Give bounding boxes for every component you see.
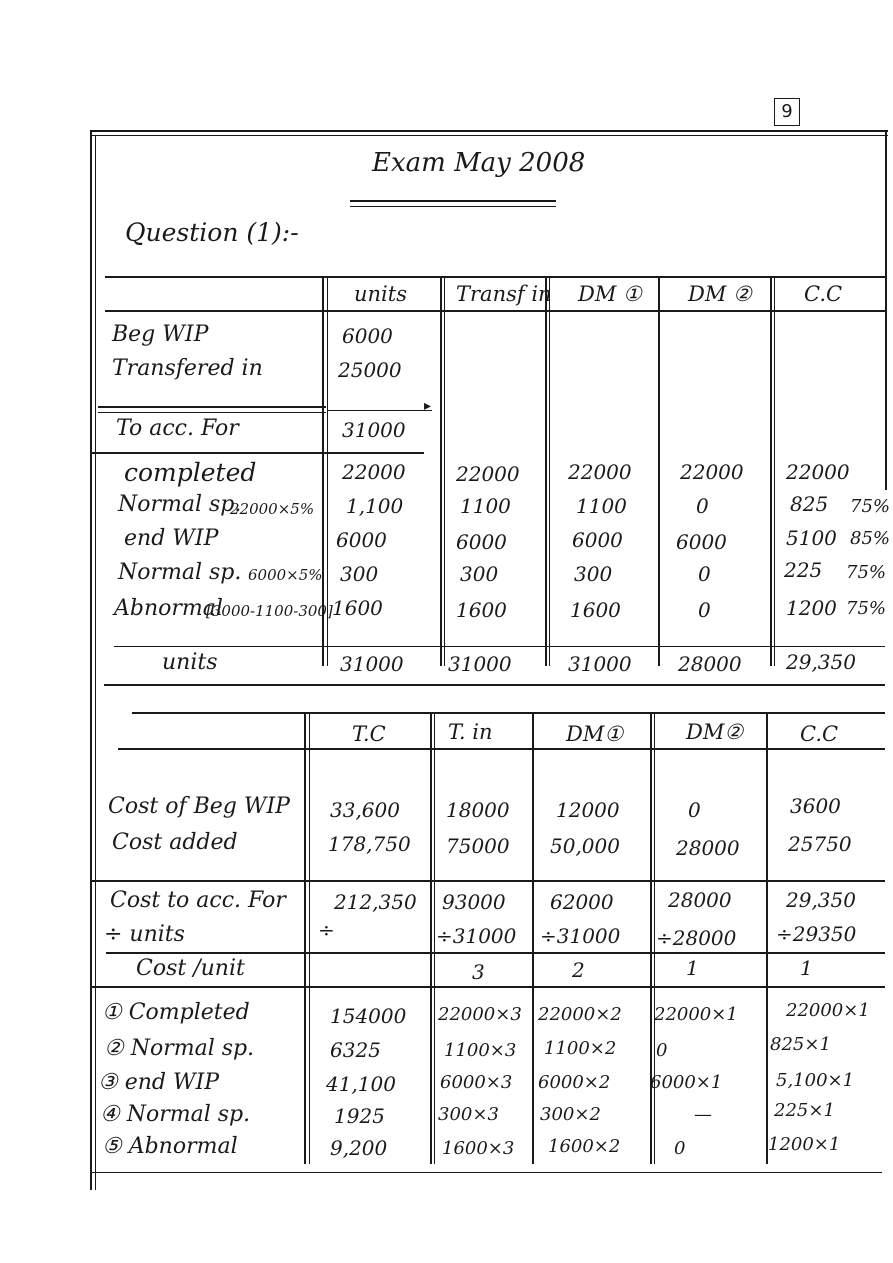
units-table-top-line xyxy=(105,276,885,278)
cell: 41,100 xyxy=(326,1072,396,1096)
tin-col-divider xyxy=(430,712,432,1164)
cell: 22000×3 xyxy=(438,1004,522,1025)
cell: 93000 xyxy=(442,890,506,914)
cell: 0 xyxy=(656,1040,668,1061)
cell: 0 xyxy=(688,798,701,822)
cell: — xyxy=(694,1104,712,1125)
normal-sp-label: Normal sp. xyxy=(118,560,242,585)
dm2-header: DM ② xyxy=(688,282,752,306)
cell: ÷31000 xyxy=(540,924,621,948)
normal-sp-note: 6000×5% xyxy=(248,566,323,584)
cell: 6000×1 xyxy=(650,1072,723,1093)
dm1c-col-divider xyxy=(532,712,534,1164)
cell: 1925 xyxy=(334,1104,385,1128)
cell: 29,350 xyxy=(786,650,856,674)
cost-to-acc-top-line xyxy=(92,880,885,882)
cell: 1100 xyxy=(576,494,627,518)
to-acc-bottom-line xyxy=(92,452,424,454)
to-acc-top-line-2 xyxy=(98,412,326,413)
tc-col-divider xyxy=(309,712,310,1164)
cell: 22000×1 xyxy=(786,1000,870,1021)
units-total-top-line xyxy=(114,646,885,647)
cell: 6000 xyxy=(456,530,507,554)
cell: 178,750 xyxy=(328,832,411,856)
cost-to-acc-label: Cost to acc. For xyxy=(110,888,286,913)
dm1-header: DM ① xyxy=(578,282,642,306)
alloc-label: ② Normal sp. xyxy=(104,1036,255,1061)
cell: 1 xyxy=(686,956,699,980)
cell: ÷29350 xyxy=(776,922,857,946)
page-number: 9 xyxy=(774,98,800,126)
cell: 31000 xyxy=(448,652,512,676)
cell: 28000 xyxy=(668,888,732,912)
cell: 62000 xyxy=(550,890,614,914)
cell: 2 xyxy=(572,958,585,982)
cost-unit-label: Cost /unit xyxy=(136,956,245,981)
cell: 1100 xyxy=(460,494,511,518)
arrow-line xyxy=(328,410,432,411)
cell: 300 xyxy=(460,562,499,586)
cell: 22000×2 xyxy=(538,1004,622,1025)
cell: 31000 xyxy=(568,652,632,676)
cell: 1600 xyxy=(570,598,621,622)
normal-sp-note: 22000×5% xyxy=(230,500,315,518)
dm1c-header: DM① xyxy=(566,722,624,746)
abnormal-label: Abnormal xyxy=(114,596,223,621)
beg-wip-label: Beg WIP xyxy=(112,322,209,347)
cell: 6000 xyxy=(676,530,727,554)
frame-left-line xyxy=(90,130,92,1190)
cost-unit-top-line xyxy=(106,952,885,954)
cell: 825×1 xyxy=(770,1034,831,1055)
cell: 9,200 xyxy=(330,1136,388,1160)
cell: 28000 xyxy=(678,652,742,676)
units-header: units xyxy=(354,282,407,306)
tc-col-divider xyxy=(304,712,306,1164)
cell: 29,350 xyxy=(786,888,856,912)
normal-sp-label: Normal sp. xyxy=(118,492,242,517)
cell: 1600 xyxy=(332,596,383,620)
cell: 225×1 xyxy=(774,1100,835,1121)
cell: ÷31000 xyxy=(436,924,517,948)
cell: 825 xyxy=(790,492,829,516)
to-acc-for-label: To acc. For xyxy=(116,416,239,441)
page-bottom-line xyxy=(92,1172,882,1173)
cell: 300 xyxy=(340,562,379,586)
pct: 85% xyxy=(850,528,891,549)
alloc-label: ④ Normal sp. xyxy=(100,1102,251,1127)
arrow-head: ▸ xyxy=(424,398,432,414)
dm1-col-divider xyxy=(549,276,550,666)
units-table-bottom-line xyxy=(104,684,885,686)
units-table-header-line xyxy=(105,310,885,312)
frame-top-line xyxy=(92,130,888,132)
ccc-col-divider xyxy=(766,712,768,1164)
cell: 3 xyxy=(472,960,485,984)
dm2c-col-divider xyxy=(650,712,652,1164)
cost-added-label: Cost added xyxy=(112,830,238,855)
cell: 1,100 xyxy=(346,494,404,518)
cell: 5100 xyxy=(786,526,837,550)
cell: 1600×3 xyxy=(442,1138,515,1159)
to-acc-top-line xyxy=(98,406,326,408)
cell: 28000 xyxy=(676,836,740,860)
end-wip-label: end WIP xyxy=(124,526,219,551)
cell: 12000 xyxy=(556,798,620,822)
cell: 300 xyxy=(574,562,613,586)
cell: ÷ xyxy=(318,918,335,942)
transf-col-divider xyxy=(444,276,445,666)
cell: 6325 xyxy=(330,1038,381,1062)
alloc-label: ① Completed xyxy=(102,1000,250,1025)
units-total-label: units xyxy=(162,650,218,675)
cell: 225 xyxy=(784,558,823,582)
transf-in-header: Transf in xyxy=(456,282,552,306)
cell: 6000 xyxy=(336,528,387,552)
title-underline-2 xyxy=(350,206,556,207)
dm2-col-divider xyxy=(658,276,660,666)
cell: 212,350 xyxy=(334,890,417,914)
transferred-in-label: Transfered in xyxy=(112,356,263,381)
cell: ÷28000 xyxy=(656,926,737,950)
cell: 1600×2 xyxy=(548,1136,621,1157)
pct: 75% xyxy=(846,598,887,619)
frame-top-line-2 xyxy=(92,135,888,136)
cost-table-header-line xyxy=(118,748,885,750)
transferred-in-units: 25000 xyxy=(338,358,402,382)
cell: 0 xyxy=(696,494,709,518)
pct: 75% xyxy=(850,496,891,517)
frame-right-line xyxy=(885,130,887,490)
cell: 0 xyxy=(698,598,711,622)
dm2c-header: DM② xyxy=(686,720,744,744)
tc-header: T.C xyxy=(352,722,386,746)
cc-header: C.C xyxy=(804,282,843,306)
transf-col-divider xyxy=(440,276,442,666)
dm2c-col-divider xyxy=(654,712,655,1164)
cell: 3600 xyxy=(790,794,841,818)
cell: 6000 xyxy=(572,528,623,552)
cell: 25750 xyxy=(788,832,852,856)
cell: 300×3 xyxy=(438,1104,499,1125)
cell: 300×2 xyxy=(540,1104,601,1125)
cell: 22000 xyxy=(568,460,632,484)
cc-col-divider xyxy=(774,276,775,666)
cell: 1100×3 xyxy=(444,1040,517,1061)
tin-col-divider xyxy=(434,712,435,1164)
cell: 1600 xyxy=(456,598,507,622)
ccc-header: C.C xyxy=(800,722,839,746)
title-underline xyxy=(350,200,556,202)
cell: 1 xyxy=(800,956,813,980)
page-title: Exam May 2008 xyxy=(372,148,586,178)
cell: 5,100×1 xyxy=(776,1070,855,1091)
cell: 154000 xyxy=(330,1004,407,1028)
question-label: Question (1):- xyxy=(125,218,299,247)
cell: 22000 xyxy=(456,462,520,486)
alloc-label: ⑤ Abnormal xyxy=(102,1134,238,1159)
cell: 18000 xyxy=(446,798,510,822)
cell: 1100×2 xyxy=(544,1038,617,1059)
cell: 22000 xyxy=(680,460,744,484)
cost-table-top-line xyxy=(132,712,885,714)
cell: 1200 xyxy=(786,596,837,620)
cell: 31000 xyxy=(340,652,404,676)
cell: 75000 xyxy=(446,834,510,858)
cell: 22000×1 xyxy=(654,1004,738,1025)
beg-wip-units: 6000 xyxy=(342,324,393,348)
to-acc-for-units: 31000 xyxy=(342,418,406,442)
cc-col-divider xyxy=(770,276,772,666)
cell: 1200×1 xyxy=(768,1134,841,1155)
tin-header: T. in xyxy=(448,720,493,744)
cell: 0 xyxy=(674,1138,686,1159)
pct: 75% xyxy=(846,562,887,583)
cell: 50,000 xyxy=(550,834,620,858)
cell: 6000×3 xyxy=(440,1072,513,1093)
cell: 22000 xyxy=(342,460,406,484)
cost-beg-wip-label: Cost of Beg WIP xyxy=(108,794,290,819)
dm1-col-divider xyxy=(545,276,547,666)
abnormal-note: [3000-1100-300] xyxy=(206,602,333,620)
frame-left-line-2 xyxy=(95,135,96,1190)
cell: 22000 xyxy=(786,460,850,484)
alloc-label: ③ end WIP xyxy=(98,1070,220,1095)
completed-label: completed xyxy=(124,458,257,487)
cell: 6000×2 xyxy=(538,1072,611,1093)
cost-unit-bottom-line xyxy=(92,986,885,988)
div-units-label: ÷ units xyxy=(104,922,185,947)
cell: 33,600 xyxy=(330,798,400,822)
cell: 0 xyxy=(698,562,711,586)
